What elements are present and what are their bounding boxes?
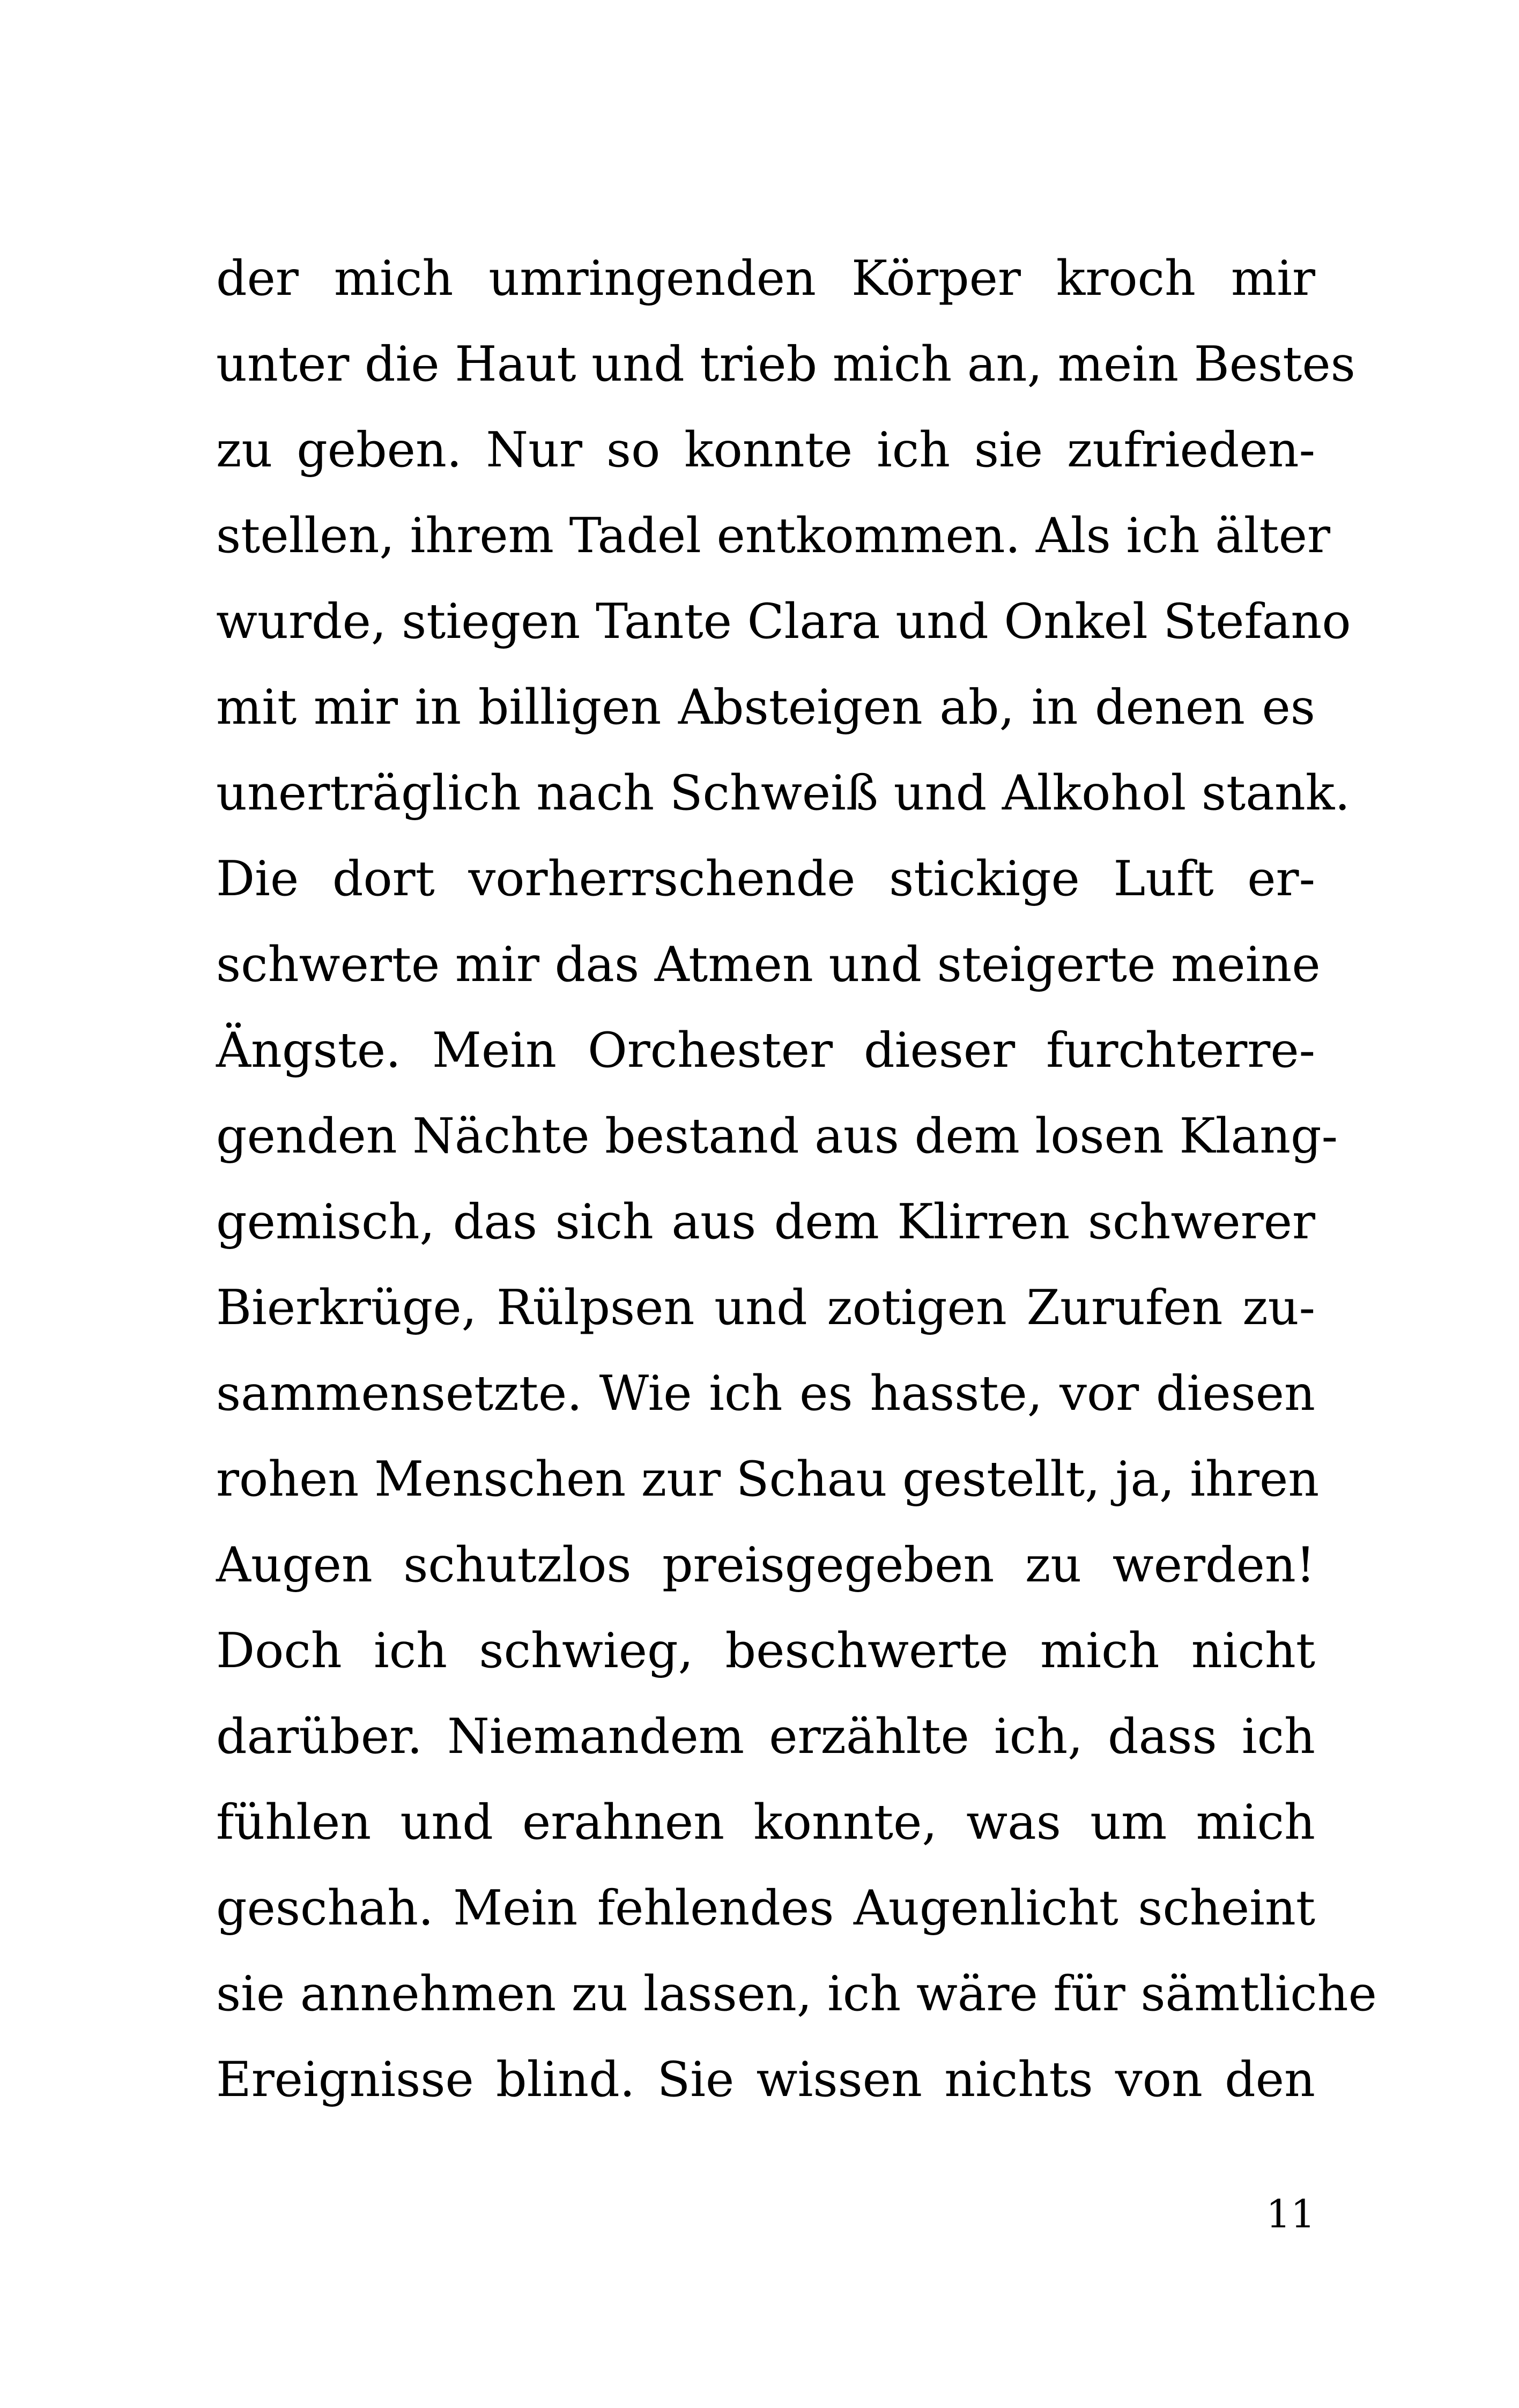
text-line: mit mir in billigen Absteigen ab, in denen es [216,679,1315,735]
page-number: 11 [1266,2191,1315,2236]
text-line: Doch ich schwieg, beschwerte mich nicht [216,1623,1315,1679]
text-line: Ängste. Mein Orchester dieser furchterre- [216,1022,1315,1079]
text-line: unter die Haut und trieb mich an, mein Bestes [216,336,1355,392]
text-line: schwerte mir das Atmen und steigerte meine [216,937,1321,993]
text-line: Augen schutzlos preisgegeben zu werden! [216,1537,1315,1593]
text-line: genden Nächte bestand aus dem losen Klang- [216,1108,1338,1164]
text-line: gemisch, das sich aus dem Klirren schwerer [216,1194,1315,1250]
text-line: unerträglich nach Schweiß und Alkohol stank. [216,765,1350,821]
text-line: geschah. Mein fehlendes Augenlicht scheint [216,1880,1315,1936]
text-line: darüber. Niemandem erzählte ich, dass ich [216,1708,1315,1765]
body-text [216,236,1377,2123]
text-line: sie annehmen zu lassen, ich wäre für sämtliche [216,1966,1377,2022]
text-line: sammensetzte. Wie ich es hasste, vor diesen [216,1365,1315,1422]
text-line: der mich umringenden Körper kroch mir [216,250,1315,307]
text-line: rohen Menschen zur Schau gestellt, ja, ihren [216,1451,1320,1507]
text-line: fühlen und erahnen konnte, was um mich [216,1794,1315,1850]
text-line: stellen, ihrem Tadel entkommen. Als ich älter [216,508,1331,564]
text-line: wurde, stiegen Tante Clara und Onkel Stefano [216,593,1351,650]
text-line: Ereignisse blind. Sie wissen nichts von den [216,2052,1315,2108]
text-line: Die dort vorherrschende stickige Luft er- [216,851,1315,907]
text-line: Bierkrüge, Rülpsen und zotigen Zurufen zu- [216,1280,1315,1336]
text-line: zu geben. Nur so konnte ich sie zufrieden- [216,422,1315,478]
